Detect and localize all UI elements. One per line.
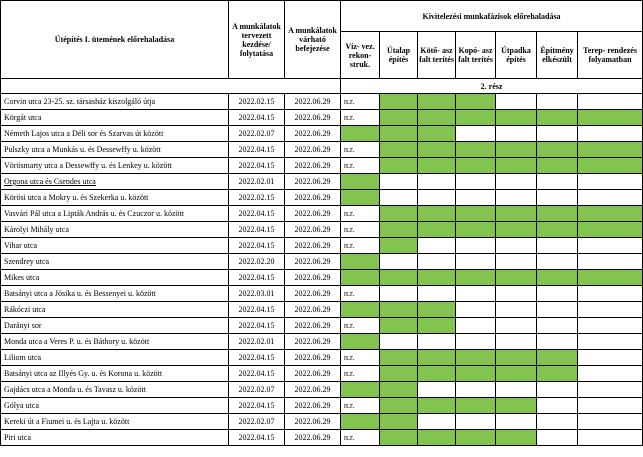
phase-cell (537, 318, 578, 334)
phase-cell (537, 334, 578, 350)
table-row (1, 382, 643, 398)
phase-cell-done (380, 142, 418, 158)
column-header-expected-end: A munkálatok várható befejezése (285, 1, 341, 79)
phase-cell-done (456, 398, 496, 414)
table-row (1, 190, 643, 206)
phase-cell (456, 318, 496, 334)
phase-cell (380, 334, 418, 350)
column-group-phases: Kivitelezési munkafázisok előrehaladása (341, 1, 643, 32)
phase-cell (537, 94, 578, 110)
phase-cell-done (341, 414, 380, 430)
start-date: 2022.04.15 (229, 398, 285, 414)
phase-cell-done (380, 126, 418, 142)
start-date: 2022.02.07 (229, 126, 285, 142)
phase-cell (578, 366, 643, 382)
phase-cell-done (456, 110, 496, 126)
phase-cell-done (537, 158, 578, 174)
phase-cell (456, 302, 496, 318)
phase-cell (578, 318, 643, 334)
phase-cell-done (418, 398, 456, 414)
start-date: 2022.04.15 (229, 142, 285, 158)
start-date: 2022.04.15 (229, 350, 285, 366)
phase-cell-done (380, 206, 418, 222)
phase-cell-done (578, 142, 643, 158)
table-row (1, 110, 643, 126)
road-name: Szendrey utca (1, 254, 229, 270)
phase-cell (578, 302, 643, 318)
phase-cell-done (578, 222, 643, 238)
phase-header: Kopó- asz falt terítés (456, 32, 496, 79)
phase-cell-done (341, 334, 380, 350)
phase-cell-done (380, 302, 418, 318)
phase-cell-done (496, 206, 537, 222)
end-date: 2022.06.29 (285, 222, 341, 238)
end-date: 2022.06.29 (285, 382, 341, 398)
end-date: 2022.06.29 (285, 142, 341, 158)
end-date: 2022.06.29 (285, 270, 341, 286)
phase-cell-done (456, 222, 496, 238)
phase-cell-done (578, 110, 643, 126)
phase-cell-done (341, 174, 380, 190)
phase-cell-done (537, 206, 578, 222)
start-date: 2022.02.07 (229, 382, 285, 398)
phase-cell-done (418, 366, 456, 382)
road-name: Körgát utca (1, 110, 229, 126)
phase-cell-done (418, 430, 456, 446)
phase-cell: n.r. (341, 286, 380, 302)
start-date: 2022.02.20 (229, 254, 285, 270)
start-date: 2022.02.07 (229, 414, 285, 430)
phase-cell (537, 254, 578, 270)
phase-cell (578, 238, 643, 254)
phase-cell-done (418, 302, 456, 318)
phase-cell-done (380, 430, 418, 446)
phase-cell: n.r. (341, 94, 380, 110)
phase-cell (578, 126, 643, 142)
phase-cell (578, 334, 643, 350)
start-date: 2022.04.15 (229, 302, 285, 318)
phase-cell-done (578, 158, 643, 174)
table-row (1, 158, 643, 174)
table-row (1, 398, 643, 414)
part-spacer (1, 79, 341, 94)
phase-cell (418, 286, 456, 302)
road-name: Pulszky utca a Munkás u. és Dessewffy u. között (1, 142, 229, 158)
end-date: 2022.06.29 (285, 206, 341, 222)
road-name: Rákóczi utca (1, 302, 229, 318)
start-date: 2022.04.15 (229, 110, 285, 126)
phase-cell-done (380, 414, 418, 430)
road-name: Vörösmarty utca a Dessewffy u. és Lenkey u. között (1, 158, 229, 174)
road-name: Vasvári Pál utca a Lipták András u. és Czuczor u. között (1, 206, 229, 222)
phase-cell (456, 126, 496, 142)
end-date: 2022.06.29 (285, 334, 341, 350)
phase-cell-done (537, 222, 578, 238)
phase-header: Terep- rendezés folyamatban (578, 32, 643, 79)
phase-cell: n.r. (341, 430, 380, 446)
phase-cell-done (418, 318, 456, 334)
phase-cell (496, 174, 537, 190)
road-name: Károlyi Mihály utca (1, 222, 229, 238)
phase-cell-done (380, 238, 418, 254)
phase-cell: n.r. (341, 142, 380, 158)
phase-cell (456, 382, 496, 398)
start-date: 2022.04.15 (229, 430, 285, 446)
phase-cell-done (456, 270, 496, 286)
phase-cell-done (380, 94, 418, 110)
phase-cell-done (578, 270, 643, 286)
phase-cell-done (341, 382, 380, 398)
table-row (1, 318, 643, 334)
end-date: 2022.06.29 (285, 430, 341, 446)
phase-cell-done (456, 94, 496, 110)
start-date: 2022.02.15 (229, 190, 285, 206)
phase-cell: n.r. (341, 238, 380, 254)
phase-cell (496, 334, 537, 350)
end-date: 2022.06.29 (285, 174, 341, 190)
phase-cell (496, 254, 537, 270)
start-date: 2022.04.15 (229, 238, 285, 254)
phase-cell-done (418, 110, 456, 126)
phase-cell-done (341, 270, 380, 286)
phase-cell (496, 318, 537, 334)
road-name: Batsányi utca az Illyés Gy. u. és Korona u. között (1, 366, 229, 382)
phase-cell: n.r. (341, 206, 380, 222)
phase-cell-done (496, 350, 537, 366)
phase-cell-done (380, 270, 418, 286)
phase-cell-done (418, 158, 456, 174)
part-label: 2. rész (341, 79, 643, 94)
phase-cell-done (537, 270, 578, 286)
phase-cell-done (418, 270, 456, 286)
road-name: Vihar utca (1, 238, 229, 254)
phase-cell (496, 302, 537, 318)
end-date: 2022.06.29 (285, 254, 341, 270)
phase-cell (537, 190, 578, 206)
phase-cell (537, 174, 578, 190)
phase-cell: n.r. (341, 222, 380, 238)
phase-cell-done (537, 350, 578, 366)
phase-cell-done (496, 398, 537, 414)
phase-cell-done (537, 110, 578, 126)
phase-cell (578, 254, 643, 270)
phase-cell (496, 126, 537, 142)
table-row (1, 350, 643, 366)
phase-cell (456, 238, 496, 254)
table-row (1, 94, 643, 110)
phase-cell-done (418, 350, 456, 366)
start-date: 2022.04.15 (229, 318, 285, 334)
phase-cell (537, 302, 578, 318)
start-date: 2022.02.15 (229, 94, 285, 110)
phase-cell (537, 286, 578, 302)
phase-cell-done (341, 254, 380, 270)
phase-cell-done (418, 206, 456, 222)
end-date: 2022.06.29 (285, 158, 341, 174)
phase-cell-done (496, 270, 537, 286)
phase-cell (496, 238, 537, 254)
road-name: Németh Lajos utca a Déli sor és Szarvas út között (1, 126, 229, 142)
table-row (1, 206, 643, 222)
table-row (1, 334, 643, 350)
phase-cell-done (380, 222, 418, 238)
column-header-planned-start: A munkálatok tervezett kezdése/ folytatása (229, 1, 285, 79)
road-name: Corvin utca 23-25. sz. társasház kiszolgáló útja (1, 94, 229, 110)
end-date: 2022.06.29 (285, 398, 341, 414)
phase-cell (380, 190, 418, 206)
phase-cell (578, 94, 643, 110)
phase-cell (496, 382, 537, 398)
table-row (1, 222, 643, 238)
phase-cell-done (578, 206, 643, 222)
end-date: 2022.06.29 (285, 238, 341, 254)
phase-cell-done (418, 222, 456, 238)
phase-cell (456, 414, 496, 430)
start-date: 2022.02.01 (229, 334, 285, 350)
end-date: 2022.06.29 (285, 414, 341, 430)
road-name: Gólya utca (1, 398, 229, 414)
phase-cell (537, 382, 578, 398)
road-name: Batsányi utca a Jósika u. és Bessenyei u. között (1, 286, 229, 302)
phase-cell (578, 414, 643, 430)
phase-cell-done (456, 350, 496, 366)
phase-cell-done (496, 222, 537, 238)
phase-cell (578, 398, 643, 414)
road-name: Piri utca (1, 430, 229, 446)
phase-cell (418, 414, 456, 430)
table-row (1, 270, 643, 286)
phase-cell (380, 174, 418, 190)
phase-cell-done (380, 366, 418, 382)
phase-cell (578, 174, 643, 190)
road-name: Mikes utca (1, 270, 229, 286)
phase-cell-done (456, 366, 496, 382)
phase-cell-done (341, 126, 380, 142)
phase-cell (537, 430, 578, 446)
end-date: 2022.06.29 (285, 350, 341, 366)
phase-cell-done (537, 366, 578, 382)
start-date: 2022.03.01 (229, 286, 285, 302)
phase-cell: n.r. (341, 366, 380, 382)
phase-cell (578, 350, 643, 366)
phase-cell-done (456, 430, 496, 446)
road-name: Körösi utca a Mokry u. és Szekerka u. között (1, 190, 229, 206)
phase-cell (456, 286, 496, 302)
phase-cell (496, 190, 537, 206)
phase-cell-done (537, 142, 578, 158)
phase-cell-done (418, 126, 456, 142)
phase-cell (578, 430, 643, 446)
phase-cell-done (341, 190, 380, 206)
column-header-road: Útépítés I. ütemének előrehaladása (1, 1, 229, 79)
phase-cell (456, 190, 496, 206)
road-name: Kereki út a Fiumei u. és Lajta u. között (1, 414, 229, 430)
phase-cell: n.r. (341, 110, 380, 126)
phase-cell-done (380, 110, 418, 126)
end-date: 2022.06.29 (285, 302, 341, 318)
end-date: 2022.06.29 (285, 318, 341, 334)
phase-cell-done (456, 158, 496, 174)
phase-cell (496, 94, 537, 110)
phase-cell (418, 174, 456, 190)
phase-cell (456, 174, 496, 190)
end-date: 2022.06.29 (285, 94, 341, 110)
table-row (1, 430, 643, 446)
phase-cell: n.r. (341, 318, 380, 334)
phase-cell-done (496, 142, 537, 158)
phase-cell-done (496, 430, 537, 446)
phase-cell (456, 254, 496, 270)
table-row (1, 414, 643, 430)
phase-cell-done (418, 142, 456, 158)
phase-cell (418, 382, 456, 398)
end-date: 2022.06.29 (285, 366, 341, 382)
phase-cell (456, 334, 496, 350)
end-date: 2022.06.29 (285, 110, 341, 126)
table-row (1, 126, 643, 142)
end-date: 2022.06.29 (285, 190, 341, 206)
phase-cell (537, 126, 578, 142)
phase-cell (496, 414, 537, 430)
start-date: 2022.04.15 (229, 270, 285, 286)
phase-cell-done (380, 158, 418, 174)
phase-cell-done (456, 206, 496, 222)
phase-cell (418, 190, 456, 206)
phase-cell (578, 286, 643, 302)
phase-cell (496, 286, 537, 302)
phase-cell: n.r. (341, 350, 380, 366)
start-date: 2022.04.15 (229, 158, 285, 174)
table-row (1, 238, 643, 254)
start-date: 2022.04.15 (229, 206, 285, 222)
phase-cell (537, 238, 578, 254)
phase-cell-done (456, 142, 496, 158)
road-name: Gajdács utca a Monda u. és Tavasz u. között (1, 382, 229, 398)
phase-cell (418, 238, 456, 254)
table-row (1, 254, 643, 270)
phase-cell (537, 398, 578, 414)
phase-cell (578, 190, 643, 206)
phase-cell-done (380, 398, 418, 414)
phase-header: Víz- vez. rekon- struk. (341, 32, 380, 79)
phase-cell-done (380, 350, 418, 366)
phase-cell (537, 414, 578, 430)
phase-header: Építmény elkészült (537, 32, 578, 79)
phase-cell (418, 254, 456, 270)
phase-cell (578, 382, 643, 398)
phase-header: Útpadka építés (496, 32, 537, 79)
phase-cell: n.r. (341, 398, 380, 414)
table-row (1, 174, 643, 190)
road-name: Liliom utca (1, 350, 229, 366)
road-name: Monda utca a Veres P. u. és Báthory u. között (1, 334, 229, 350)
road-name: Orgona utca és Csendes utca (1, 174, 229, 190)
start-date: 2022.02.01 (229, 174, 285, 190)
phase-cell-done (380, 382, 418, 398)
phase-cell (380, 254, 418, 270)
phase-cell-done (418, 94, 456, 110)
table-row (1, 286, 643, 302)
phase-cell (380, 286, 418, 302)
phase-cell-done (380, 318, 418, 334)
phase-header: Kötő- asz falt terítés (418, 32, 456, 79)
table-row (1, 142, 643, 158)
start-date: 2022.04.15 (229, 222, 285, 238)
end-date: 2022.06.29 (285, 126, 341, 142)
phase-header: Útalap építés (380, 32, 418, 79)
start-date: 2022.04.15 (229, 366, 285, 382)
table-row (1, 302, 643, 318)
phase-cell-done (496, 366, 537, 382)
phase-cell-done (496, 110, 537, 126)
phase-cell-done (496, 158, 537, 174)
phase-cell-done (341, 302, 380, 318)
phase-cell (418, 334, 456, 350)
table-row (1, 366, 643, 382)
end-date: 2022.06.29 (285, 286, 341, 302)
phase-cell: n.r. (341, 158, 380, 174)
road-name: Darányi sor (1, 318, 229, 334)
